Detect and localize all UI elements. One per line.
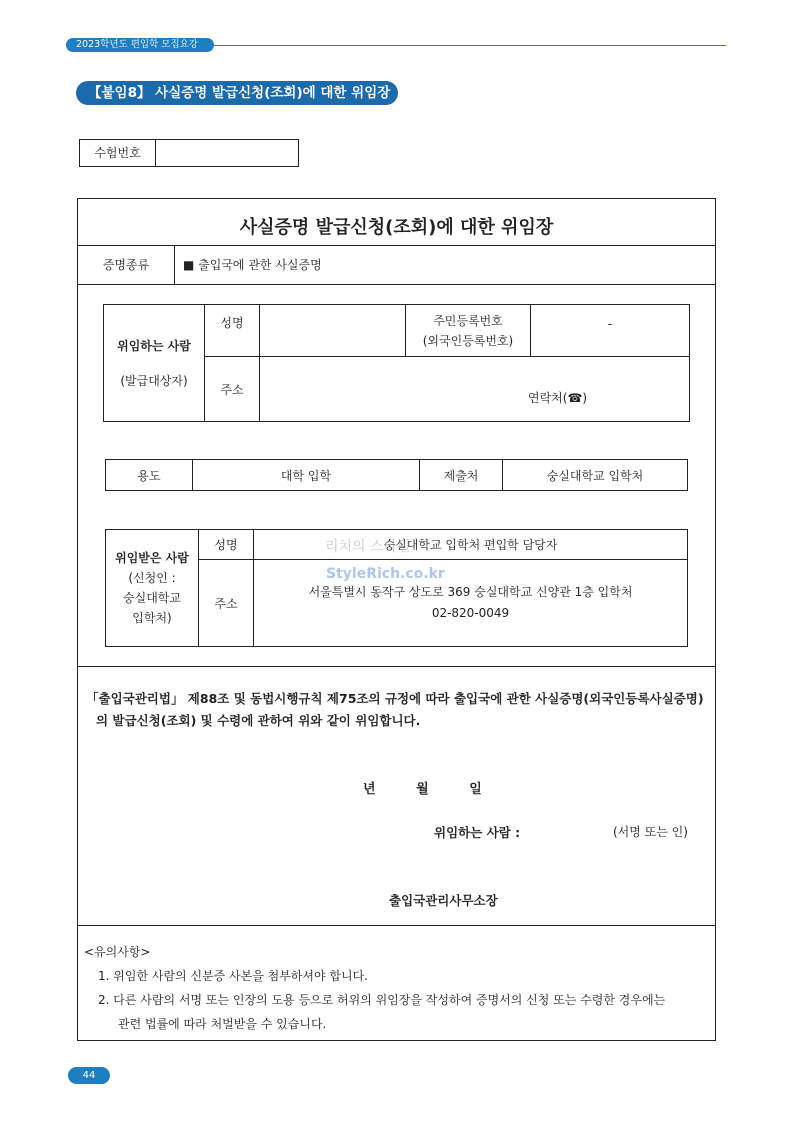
document-title: 사실증명 발급신청(조회)에 대한 위임장 (239, 217, 554, 238)
date-day: 일 (469, 782, 482, 797)
note-item: 2. 다른 사람의 서명 또는 인장의 도용 등으로 허위의 위임장을 작성하여 증명서의 신청 또는 수령한 경우에는 (98, 993, 666, 1007)
declaration-line: 의 발급신청(조회) 및 수령에 관하여 위와 같이 위임합니다. (96, 713, 421, 728)
date-year: 년 (363, 782, 376, 797)
delegate-role: 위임받은 사람 (115, 551, 189, 565)
delegator-name-label: 성명 (205, 305, 260, 357)
delegator-address-input[interactable] (260, 357, 690, 422)
notes (84, 940, 665, 1036)
delegator-contact-label: 연락처(☎) (528, 391, 588, 405)
submit-label: 제출처 (420, 460, 503, 491)
exam-number-box (79, 139, 299, 167)
cert-type-row (78, 246, 714, 284)
declaration-line: 「출입국관리법」 제88조 및 동법시행규칙 제75조의 규정에 따라 출입국에 관한 사실증명(외국인등록사실증명) (86, 691, 704, 706)
exam-number-value[interactable] (156, 140, 298, 166)
delegate-role-cell (106, 530, 199, 647)
section-title: 【붙임8】 사실증명 발급신청(조회)에 대한 위임장 (76, 81, 398, 105)
divider (78, 666, 715, 667)
date-line (363, 778, 518, 797)
signer-label: 위임하는 사람 : (434, 825, 521, 840)
divider (78, 925, 715, 926)
delegator-address-label: 주소 (205, 357, 260, 422)
watermark-text: 리치의 스타일 (325, 539, 411, 555)
delegate-role-sub: 숭실대학교 (123, 591, 181, 605)
declaration (86, 688, 706, 732)
cert-type-label: 증명종류 (78, 246, 175, 284)
delegate-role-sub: 입학처) (132, 611, 172, 625)
delegate-address-value: 서울특별시 동작구 상도로 369 숭실대학교 신양관 1층 입학처 (308, 585, 633, 599)
delegator-role-sub: (발급대상자) (120, 374, 188, 388)
divider (78, 284, 715, 285)
notes-title: <유의사항> (84, 945, 151, 959)
cert-type-value: ■ 출입국에 관한 사실증명 (183, 258, 322, 272)
header-rule (214, 45, 726, 46)
delegate-address-label: 주소 (199, 560, 254, 647)
date-month: 월 (416, 782, 429, 797)
guide-year-pill: 2023학년도 편입학 모집요강 (66, 38, 214, 52)
delegator-id-label: 주민등록번호 (외국인등록번호) (406, 305, 531, 357)
sign-note: (서명 또는 인) (613, 825, 688, 839)
delegator-table (103, 304, 690, 422)
page-number: 44 (68, 1067, 110, 1084)
purpose-label: 용도 (106, 460, 193, 491)
delegator-id-input[interactable]: - (531, 305, 690, 357)
delegate-phone: 02-820-0049 (431, 606, 510, 620)
delegator-name-input[interactable] (260, 305, 406, 357)
delegator-role: 위임하는 사람 (117, 339, 191, 353)
office-name: 출입국관리사무소장 (389, 893, 498, 908)
exam-number-label: 수험번호 (80, 140, 156, 166)
delegate-name-label: 성명 (199, 530, 254, 560)
note-item-continued: 관련 법률에 따라 처벌받을 수 있습니다. (118, 1017, 327, 1031)
delegate-role-sub: (신청인 : (128, 571, 176, 585)
purpose-value: 대학 입학 (193, 460, 420, 491)
note-item: 1. 위임한 사람의 신분증 사본을 첨부하셔야 합니다. (98, 969, 368, 983)
delegator-role-cell (104, 305, 205, 422)
delegate-name-value: 숭실대학교 입학처 편입학 담당자 (254, 530, 688, 560)
purpose-table (105, 459, 688, 491)
watermark-url: StyleRich.co.kr (326, 566, 445, 582)
submit-value: 숭실대학교 입학처 (503, 460, 688, 491)
delegate-address-cell (254, 560, 688, 647)
